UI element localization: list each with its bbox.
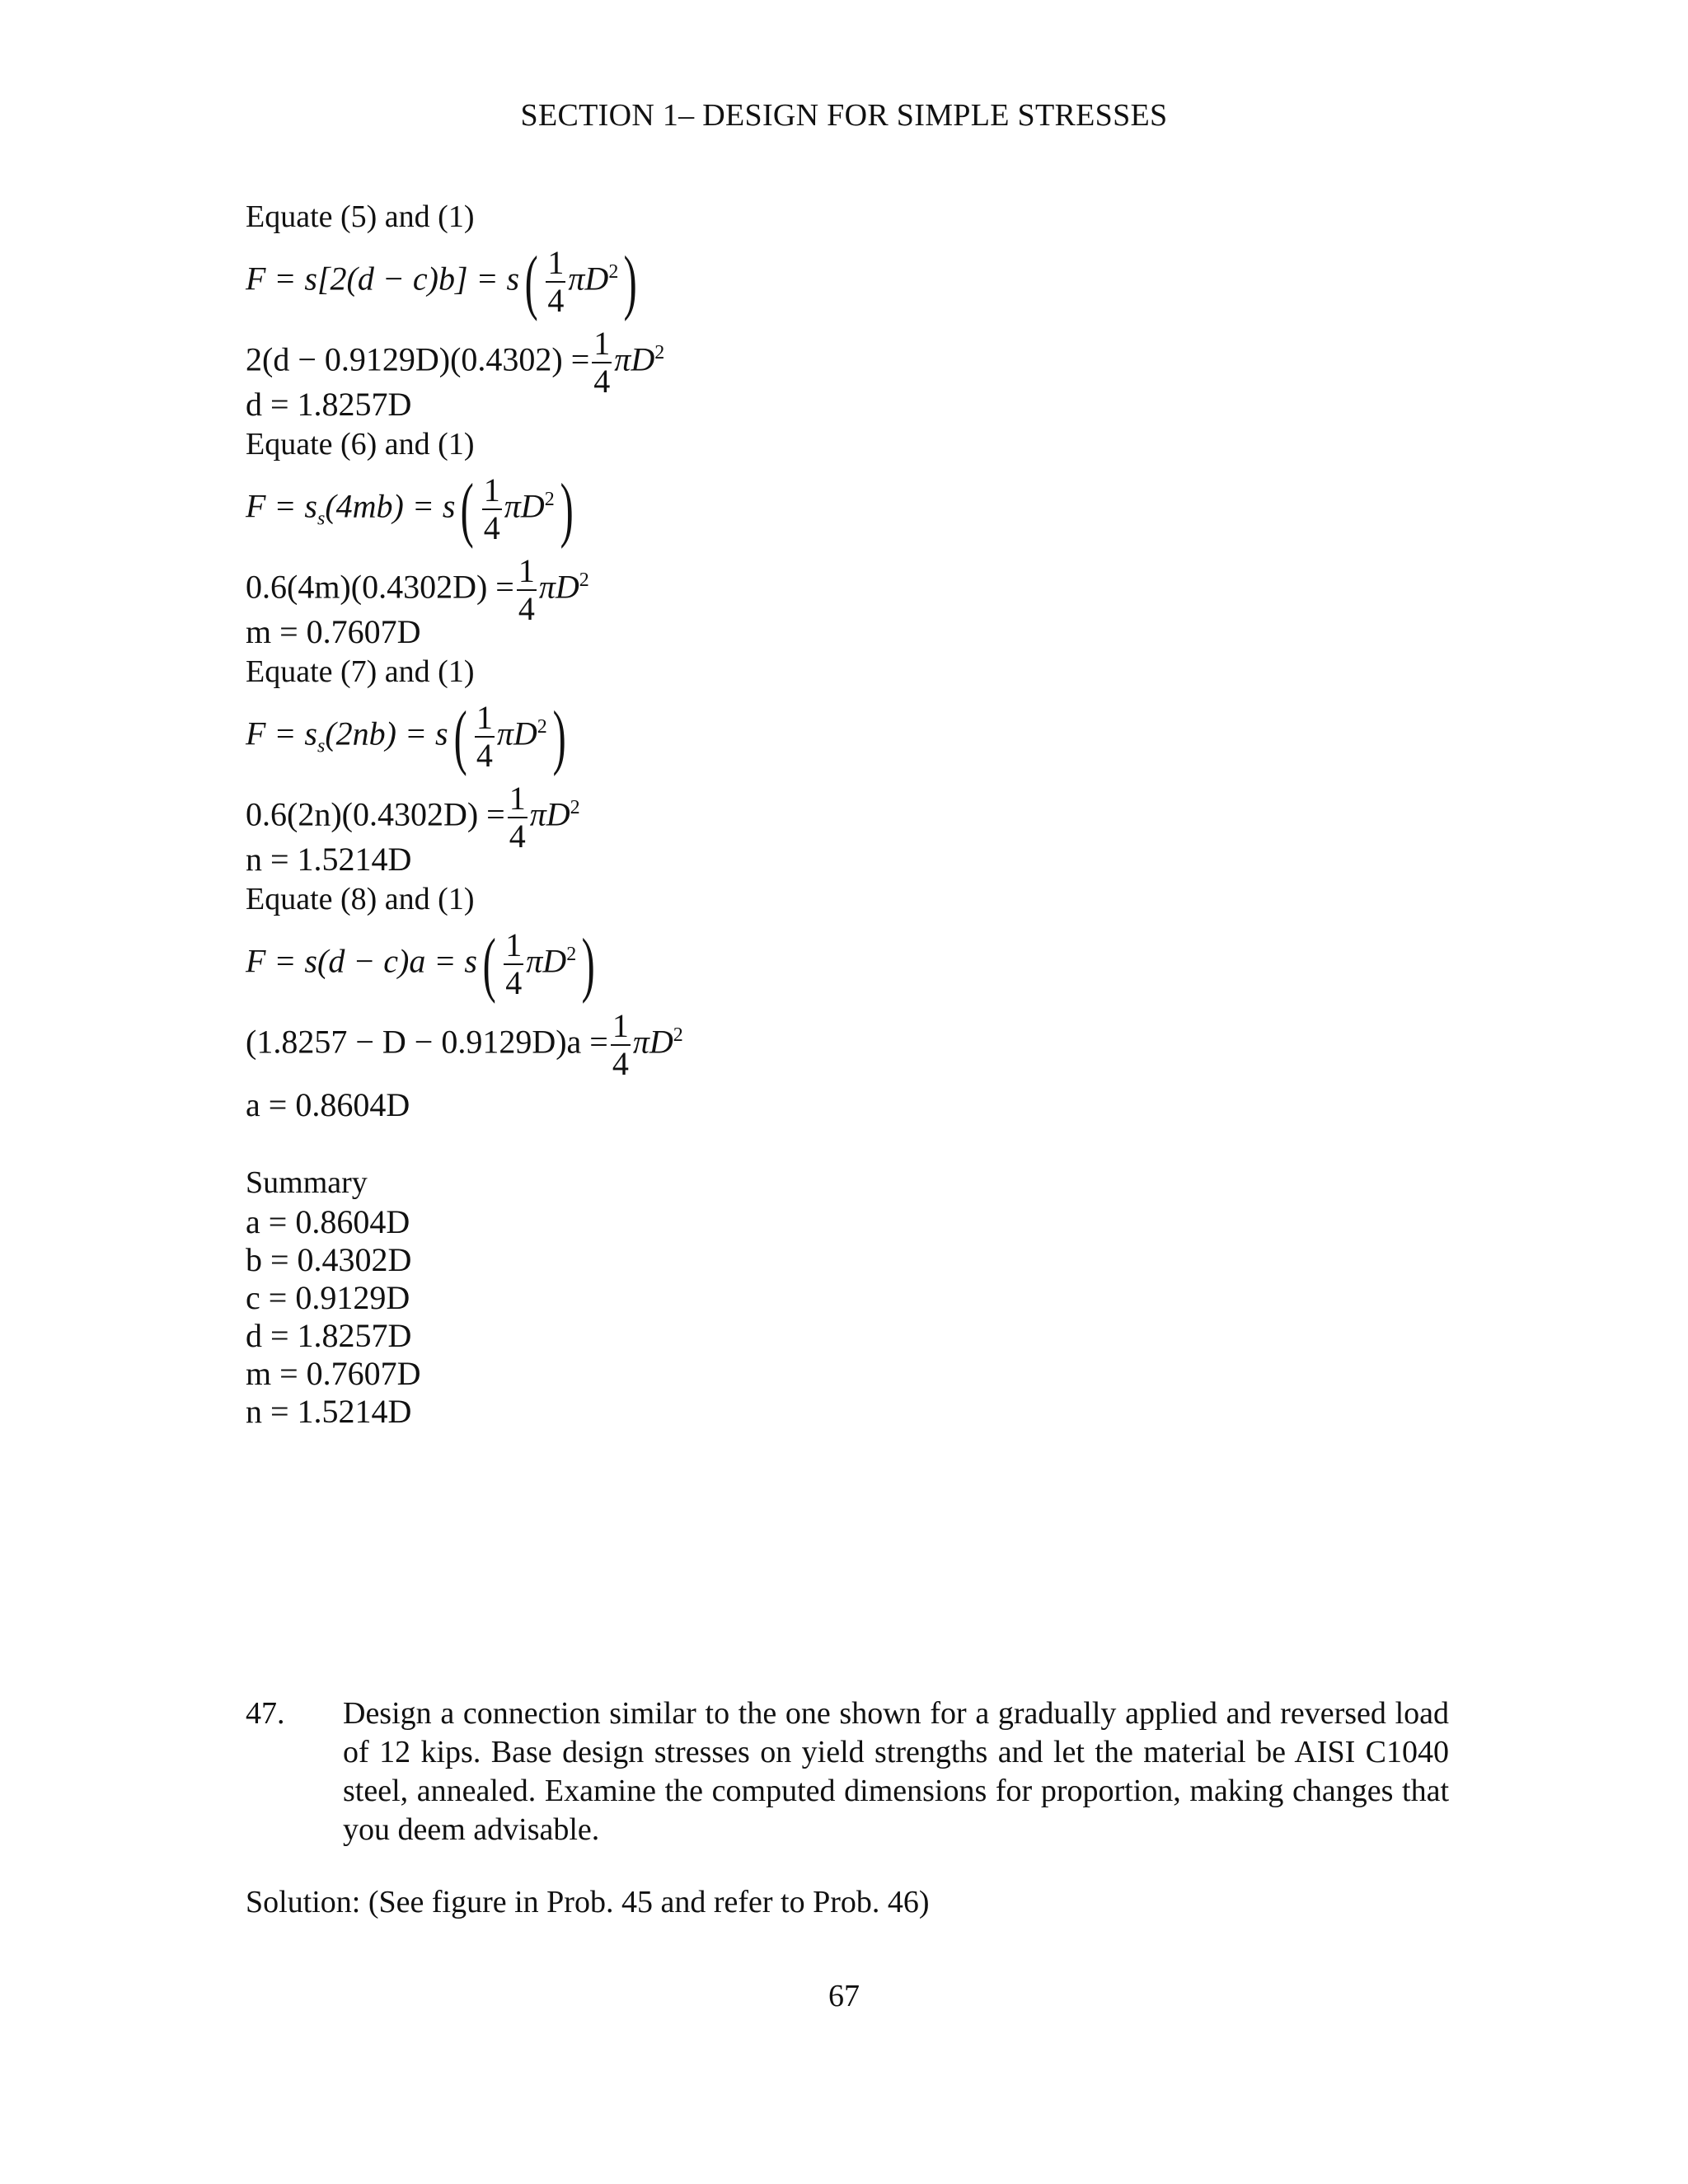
equation-result: m = 0.7607D — [246, 613, 421, 650]
equation-result: d = 1.8257D — [246, 386, 412, 423]
problem-47 — [246, 1694, 1449, 1849]
section-header: SECTION 1– DESIGN FOR SIMPLE STRESSES — [520, 98, 1168, 133]
equation-substituted: 0.6(4m)(0.4302D) = $\frac{1}{4}$ $\pi D^2$ — [246, 552, 589, 628]
equation-substituted: 0.6(2n)(0.4302D) = $\frac{1}{4}$ $\pi D^2$ — [246, 780, 580, 855]
equation-force: $F = s_s(4mb) = s$( $\frac{1}{4}$ $\pi D^2$) — [246, 469, 574, 550]
equate-label: Equate (7) and (1) — [246, 654, 475, 689]
summary-item: n = 1.5214D — [246, 1393, 412, 1430]
equation-result: n = 1.5214D — [246, 841, 412, 878]
solution-line: Solution: (See figure in Prob. 45 and refer to Prob. 46) — [246, 1885, 930, 1919]
equation-substituted: (1.8257 − D − 0.9129D)a = $\frac{1}{4}$ $\pi D^2$ — [246, 1007, 683, 1083]
equation-force: F = s(d − c)a = s( $\frac{1}{4}$ $\pi D^2$) — [246, 924, 595, 1005]
problem-text: Design a connection similar to the one shown for a gradually applied and reversed load of 12 kips. Base design stresses on yield strengths and let the material be AISI C1040 steel, annealed. Examine the computed dimensions for proportion, making changes that you deem advisable. — [343, 1696, 1449, 1847]
summary-item: b = 0.4302D — [246, 1241, 412, 1278]
problem-number: 47. — [246, 1696, 285, 1731]
summary-list — [246, 1203, 1449, 1431]
derivation — [246, 196, 1449, 1431]
equate-label: Equate (5) and (1) — [246, 199, 475, 234]
equation-substituted: 2(d − 0.9129D)(0.4302) = $\frac{1}{4}$ $\pi D^2$ — [246, 325, 665, 401]
page-number: 67 — [828, 1979, 860, 2013]
equate-label: Equate (8) and (1) — [246, 882, 475, 916]
equate-label: Equate (6) and (1) — [246, 427, 475, 462]
summary-label: Summary — [246, 1165, 368, 1200]
equation-force: F = s[2(d − c)b] = s( $\frac{1}{4}$ $\pi D^2$) — [246, 241, 638, 322]
summary-item: a = 0.8604D — [246, 1203, 410, 1240]
equation-force: $F = s_s(2nb) = s$( $\frac{1}{4}$ $\pi D^2$) — [246, 696, 566, 777]
equation-result: a = 0.8604D — [246, 1086, 410, 1123]
summary-item: d = 1.8257D — [246, 1317, 412, 1354]
summary-item: m = 0.7607D — [246, 1355, 421, 1392]
summary-item: c = 0.9129D — [246, 1279, 410, 1316]
